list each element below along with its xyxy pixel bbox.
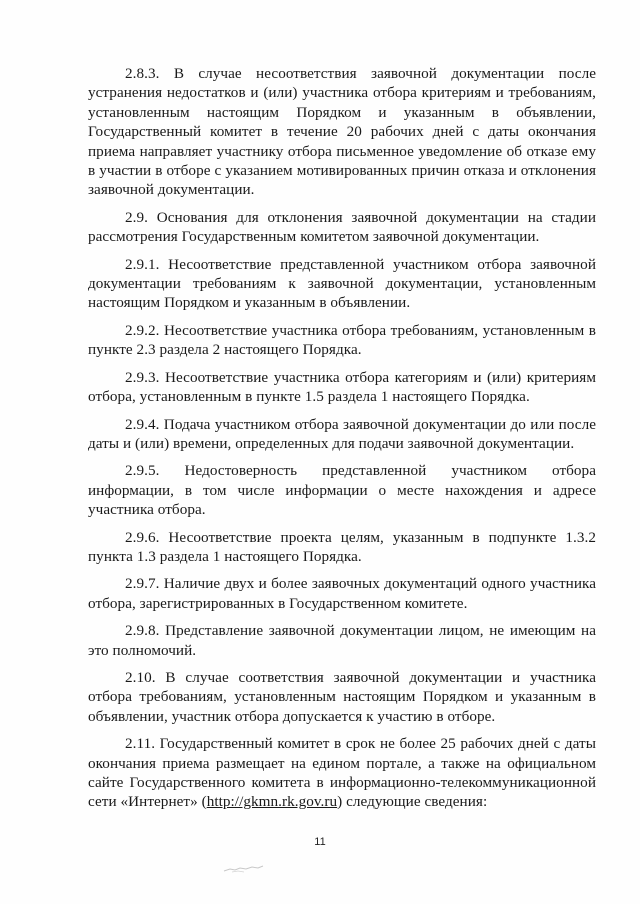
paragraph-2-10: 2.10. В случае соответствия заявочной документации и участника отбора требованиям, установленным настоящим Порядком и указанным в объявлении, участник отбора допускается к участию в отборе. [88, 668, 596, 725]
paragraph-2-9-6: 2.9.6. Несоответствие проекта целям, указанным в подпункте 1.3.2 пункта 1.3 раздела 1 настоящего Порядка. [88, 528, 596, 565]
paragraph-2-11 [88, 734, 596, 812]
page-number: 11 [314, 836, 326, 848]
paragraph-2-8-3: 2.8.3. В случае несоответствия заявочной документации после устранения недостатков и (или) участника отбора критериям и требованиям, установленным настоящим Порядком и указанным в объявлении, Государственный комитет в течение 20 рабочих дней с даты окончания приема направляет участнику отбора письменное уведомление об отказе ему в участии в отборе с указанием мотивированных причин отказа и отклонения заявочной документации. [88, 65, 596, 199]
document-body [88, 64, 596, 820]
paragraph-2-9-3: 2.9.3. Несоответствие участника отбора категориям и (или) критериям отбора, установленным в пункте 1.5 раздела 1 настоящего Порядка. [88, 368, 596, 406]
site-link[interactable]: http://gkmn.rk.gov.ru [206, 793, 338, 811]
paragraph-2-11-text-before: 2.11. Государственный комитет в срок не более 25 рабочих дней с даты окончания приема размещает на едином портале, а также на официальном сайте Государственного комитета в информационно-телекоммуникационной сети «Интернет» ( [88, 735, 596, 811]
scan-smudge [222, 862, 266, 874]
paragraph-2-9-5: 2.9.5. Недостоверность представленной участником отбора информации, в том числе информации о месте нахождения и адресе участника отбора. [88, 462, 596, 519]
paragraph-2-9-7: 2.9.7. Наличие двух и более заявочных документаций одного участника отбора, зарегистрированных в Государственном комитете. [88, 575, 596, 612]
paragraph-2-9: 2.9. Основания для отклонения заявочной документации на стадии рассмотрения Государственным комитетом заявочной документации. [88, 208, 596, 246]
paragraph-2-9-4: 2.9.4. Подача участником отбора заявочной документации до или после даты и (или) времени, определенных для подачи заявочной документации. [88, 415, 596, 452]
paragraph-2-9-8: 2.9.8. Представление заявочной документации лицом, не имеющим на это полномочий. [88, 622, 596, 659]
paragraph-2-9-2: 2.9.2. Несоответствие участника отбора требованиям, установленным в пункте 2.3 раздела 2 настоящего Порядка. [88, 321, 596, 359]
paragraph-2-9-1: 2.9.1. Несоответствие представленной участником отбора заявочной документации требованиям к заявочной документации, установленным настоящим Порядком и указанным в объявлении. [88, 255, 596, 312]
paragraph-2-11-text-after: ) следующие сведения: [337, 793, 488, 811]
